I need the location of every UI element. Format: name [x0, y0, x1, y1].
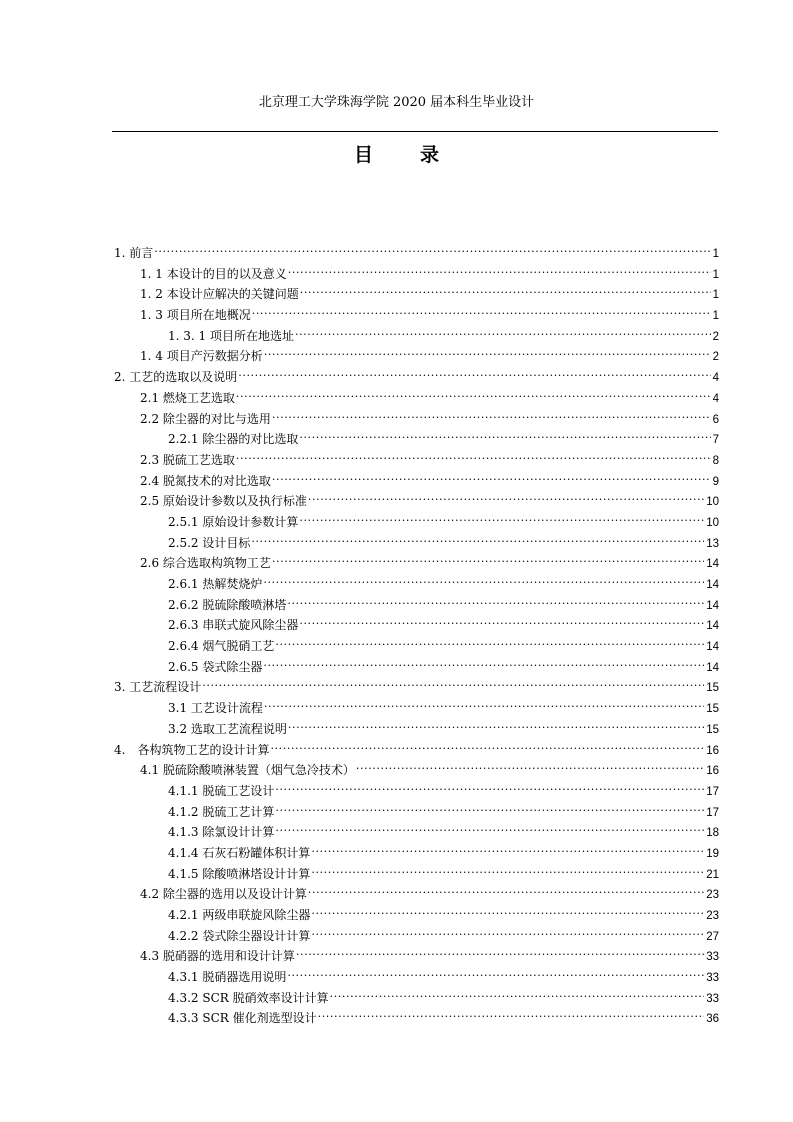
toc-dot-leader	[275, 816, 704, 836]
toc-page-number: 21	[706, 868, 719, 881]
toc-page-number: 33	[706, 951, 719, 964]
toc-page-number: 6	[712, 413, 719, 426]
toc-dot-leader	[296, 940, 704, 960]
toc-entry-title: 4.1.1 脱硫工艺设计	[168, 783, 275, 798]
toc-dot-leader	[252, 299, 711, 319]
toc-entry-title: 4.2 除尘器的选用以及设计计算	[140, 887, 307, 902]
toc-entry[interactable]	[168, 589, 719, 610]
toc-dot-leader	[311, 899, 704, 919]
toc-entry-title: 3.2 选取工艺流程说明	[168, 721, 287, 736]
toc-page-number: 13	[706, 537, 719, 550]
toc-entry[interactable]	[140, 403, 719, 424]
toc-entry-title: 2.5.2 设计目标	[168, 535, 251, 550]
toc-entry[interactable]	[168, 320, 719, 341]
toc-entry-title: 4.1.3 除氯设计计算	[168, 825, 275, 840]
toc-dot-leader	[272, 403, 711, 423]
toc-entry[interactable]	[168, 692, 719, 716]
toc-entry-title: 1. 3. 1 项目所在地选址	[168, 328, 294, 343]
toc-page-number: 15	[706, 723, 719, 736]
toc-entry[interactable]	[168, 982, 719, 1003]
toc-entry[interactable]	[168, 837, 719, 858]
toc-entry[interactable]	[140, 444, 719, 465]
toc-entry[interactable]	[168, 796, 719, 817]
toc-page-number: 14	[706, 558, 719, 571]
toc-entry-title: 4.1.2 脱硫工艺计算	[168, 804, 275, 819]
toc-dot-leader	[299, 609, 704, 629]
toc-entry[interactable]	[168, 858, 719, 879]
toc-entry-title: 1. 3 项目所在地概况	[140, 308, 251, 323]
toc-dot-leader	[330, 982, 705, 1002]
toc-page-number: 14	[706, 599, 719, 612]
toc-page-number: 33	[706, 992, 719, 1005]
toc-page-number: 16	[706, 765, 719, 778]
toc-dot-leader	[288, 713, 704, 733]
toc-dot-leader	[311, 837, 704, 857]
toc-page-number: 9	[712, 475, 719, 488]
toc-entry-title: 1. 1 本设计的目的以及意义	[140, 266, 287, 281]
toc-page-number: 1	[712, 310, 719, 323]
toc-entry[interactable]	[168, 630, 719, 654]
toc-dot-leader	[300, 278, 711, 298]
toc-title: 目 录	[353, 144, 453, 166]
toc-entry[interactable]	[140, 547, 719, 571]
toc-entry[interactable]	[140, 878, 719, 902]
toc-entry-title: 2.1 燃烧工艺选取	[140, 390, 235, 405]
toc-dot-leader	[202, 671, 704, 691]
toc-dot-leader	[299, 423, 710, 443]
toc-entry-title: 2.6 综合选取构筑物工艺	[140, 556, 271, 571]
toc-entry[interactable]	[168, 423, 719, 447]
toc-entry[interactable]	[168, 506, 719, 527]
toc-dot-leader	[251, 527, 704, 547]
toc-entry-title: 2.4 脱氮技术的对比选取	[140, 473, 271, 488]
toc-dot-leader	[318, 1002, 705, 1022]
toc-dot-leader	[236, 382, 711, 402]
toc-entry-title: 1. 前言	[114, 246, 154, 260]
toc-page-number: 1	[712, 268, 719, 281]
toc-entry[interactable]	[140, 485, 719, 509]
toc-entry-title: 2.3 脱硫工艺选取	[140, 452, 235, 467]
toc-entry[interactable]	[140, 278, 719, 302]
toc-entry[interactable]	[168, 609, 719, 633]
toc-entry[interactable]	[168, 527, 719, 548]
toc-entry[interactable]	[168, 568, 719, 589]
toc-entry-title: 2.5.1 原始设计参数计算	[168, 514, 299, 529]
toc-entry[interactable]	[140, 299, 719, 323]
toc-page-number: 2	[712, 330, 719, 343]
toc-page-number: 15	[706, 682, 719, 695]
toc-entry-title: 2. 工艺的选取以及说明	[114, 370, 238, 385]
toc-page-number: 4	[712, 372, 719, 385]
toc-page-number: 7	[712, 434, 719, 447]
toc-entry[interactable]	[168, 961, 719, 985]
toc-entry[interactable]	[140, 382, 719, 403]
toc-page-number: 27	[706, 930, 719, 943]
toc-dot-leader	[311, 858, 704, 878]
toc-entry-title: 2.6.4 烟气脱硝工艺	[168, 639, 275, 654]
toc-dot-leader	[288, 258, 711, 278]
toc-page-number: 15	[706, 703, 719, 716]
toc-entry[interactable]	[168, 713, 719, 734]
table-of-contents	[0, 237, 793, 1026]
toc-page-number: 14	[706, 661, 719, 674]
toc-page-number: 19	[706, 847, 719, 860]
toc-dot-leader	[264, 340, 711, 360]
toc-dot-leader	[287, 961, 704, 981]
toc-page-number: 1	[712, 248, 719, 260]
toc-entry-title: 4.1 脱硫除酸喷淋装置（烟气急冷技术）	[140, 763, 355, 778]
toc-page-number: 17	[706, 785, 719, 798]
toc-page-number: 14	[706, 620, 719, 633]
toc-dot-leader	[272, 547, 704, 567]
toc-page-number: 14	[706, 641, 719, 654]
toc-page-number: 23	[706, 910, 719, 922]
toc-entry-title: 2.6.5 袋式除尘器	[168, 659, 263, 674]
page-header: 北京理工大学珠海学院 2020 届本科生毕业设计	[258, 95, 535, 110]
toc-entry[interactable]	[114, 237, 719, 258]
toc-dot-leader	[295, 320, 711, 340]
toc-dot-leader	[275, 796, 704, 816]
toc-entry[interactable]	[168, 1002, 719, 1026]
toc-dot-leader	[356, 754, 704, 774]
header-rule	[112, 131, 718, 132]
toc-dot-leader	[308, 878, 704, 898]
toc-page-number: 16	[706, 744, 719, 757]
toc-entry[interactable]	[168, 775, 719, 796]
toc-page-number: 33	[706, 972, 719, 985]
toc-page-number: 36	[706, 1013, 719, 1026]
toc-page-number: 23	[706, 889, 719, 902]
toc-dot-leader	[270, 734, 704, 754]
toc-entry-title: 4.3.1 脱硝器选用说明	[168, 970, 287, 985]
toc-entry[interactable]	[140, 340, 719, 364]
toc-entry-title: 1. 4 项目产污数据分析	[140, 349, 263, 364]
toc-dot-leader	[263, 651, 704, 671]
toc-entry[interactable]	[114, 361, 719, 385]
toc-dot-leader	[287, 589, 704, 609]
toc-dot-leader	[264, 692, 704, 712]
toc-entry-title: 2.6.1 热解焚烧炉	[168, 577, 263, 591]
toc-entry[interactable]	[168, 651, 719, 672]
toc-dot-leader	[154, 237, 710, 257]
toc-page-number: 2	[712, 351, 719, 364]
toc-page-number: 14	[706, 579, 719, 591]
toc-entry[interactable]	[114, 734, 719, 755]
toc-entry[interactable]	[168, 899, 719, 920]
toc-entry[interactable]	[114, 671, 719, 695]
toc-dot-leader	[311, 920, 704, 940]
toc-entry[interactable]	[168, 816, 719, 840]
toc-entry-title: 2.6.3 串联式旋风除尘器	[168, 618, 299, 633]
toc-page-number: 4	[712, 392, 719, 405]
toc-dot-leader	[275, 775, 704, 795]
toc-entry-title: 4.2.2 袋式除尘器设计计算	[168, 928, 311, 943]
toc-entry-title: 2.2.1 除尘器的对比选取	[168, 432, 299, 447]
toc-entry-title: 4.2.1 两级串联旋风除尘器	[168, 908, 311, 922]
toc-dot-leader	[238, 361, 710, 381]
toc-entry-title: 4.3.2 SCR 脱硝效率设计计算	[168, 990, 329, 1005]
toc-dot-leader	[236, 444, 711, 464]
toc-page-number: 18	[706, 827, 719, 840]
toc-entry[interactable]	[168, 920, 719, 941]
toc-page-number: 17	[706, 806, 719, 819]
toc-entry-title: 2.5 原始设计参数以及执行标准	[140, 494, 307, 509]
toc-entry-title: 3. 工艺流程设计	[114, 680, 202, 695]
toc-dot-leader	[275, 630, 704, 650]
toc-dot-leader	[308, 485, 704, 505]
toc-entry-title: 4.1.4 石灰石粉罐体积计算	[168, 845, 311, 860]
toc-page-number: 10	[706, 516, 719, 529]
toc-entry-title: 2.6.2 脱硫除酸喷淋塔	[168, 597, 287, 612]
toc-entry-title: 4.3.3 SCR 催化剂选型设计	[168, 1011, 317, 1026]
toc-entry-title: 4.1.5 除酸喷淋塔设计计算	[168, 866, 311, 881]
toc-entry-title: 3.1 工艺设计流程	[168, 701, 263, 716]
toc-entry[interactable]	[140, 465, 719, 486]
toc-entry[interactable]	[140, 258, 719, 279]
toc-dot-leader	[299, 506, 704, 526]
toc-page-number: 10	[706, 496, 719, 509]
toc-entry[interactable]	[140, 754, 719, 778]
toc-entry[interactable]	[140, 940, 719, 964]
toc-dot-leader	[263, 568, 704, 588]
toc-entry-title: 4. 各构筑物工艺的设计计算	[114, 742, 270, 757]
toc-entry-title: 1. 2 本设计应解决的关键问题	[140, 287, 299, 302]
toc-entry-title: 2.2 除尘器的对比与选用	[140, 411, 271, 426]
toc-page-number: 8	[712, 454, 719, 467]
toc-page-number: 1	[712, 289, 719, 302]
toc-dot-leader	[272, 465, 711, 485]
toc-entry-title: 4.3 脱硝器的选用和设计计算	[140, 949, 295, 964]
